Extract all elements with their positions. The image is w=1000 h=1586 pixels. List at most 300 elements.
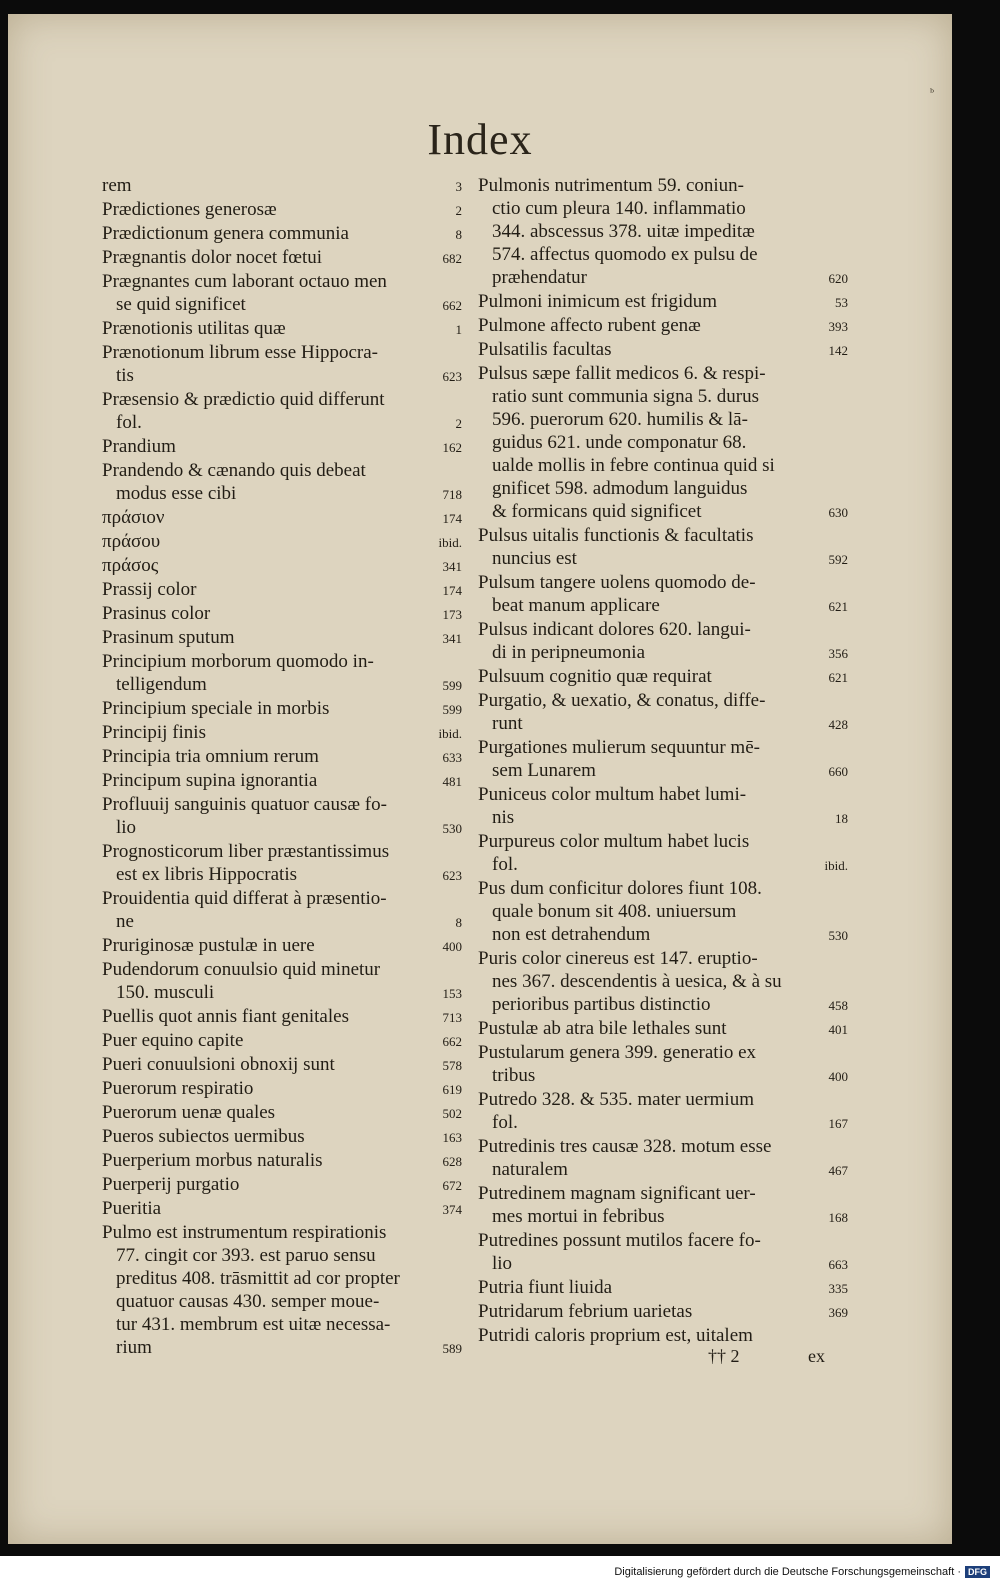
index-entry-line xyxy=(478,385,848,408)
index-entry-line xyxy=(102,650,462,673)
entry-text: tis xyxy=(116,365,134,386)
entry-text: Puris color cinereus est 147. eruptio- xyxy=(478,948,758,969)
index-entry-line xyxy=(478,923,848,947)
index-entry-line xyxy=(478,993,848,1017)
index-entry-line xyxy=(478,712,848,736)
index-entry-line xyxy=(478,783,848,806)
index-entry-line xyxy=(478,500,848,524)
index-entry-line xyxy=(478,197,848,220)
index-entry xyxy=(478,338,848,362)
entry-text: gnificet 598. admodum languidus xyxy=(492,478,748,499)
entry-text: quale bonum sit 408. uniuersum xyxy=(492,901,737,922)
entry-text: sem Lunarem xyxy=(492,760,596,781)
page-reference: 341 xyxy=(442,631,462,646)
entry-text: Pus dum conficitur dolores fiunt 108. xyxy=(478,878,762,899)
dfg-logo: DFG xyxy=(965,1566,990,1578)
entry-text: Prægnantes cum laborant octauo men xyxy=(102,271,387,292)
index-entry-line xyxy=(478,408,848,431)
entry-text: beat manum applicare xyxy=(492,595,660,616)
index-entry-line xyxy=(102,721,462,745)
index-entry-line xyxy=(102,198,462,222)
index-entry-line xyxy=(478,1111,848,1135)
index-entry-line xyxy=(478,174,848,197)
index-entry xyxy=(478,947,848,1017)
entry-text: fol. xyxy=(492,1112,518,1133)
index-entry xyxy=(102,530,462,554)
entry-text: Prouidentia quid differat à præsentio- xyxy=(102,888,387,909)
index-entry-line xyxy=(478,220,848,243)
index-entry-line xyxy=(478,900,848,923)
index-entry-line xyxy=(478,830,848,853)
entry-text: Prænotionum librum esse Hippocra- xyxy=(102,342,378,363)
entry-text: Puerorum respiratio xyxy=(102,1078,254,1099)
entry-text: rem xyxy=(102,175,132,196)
index-entry xyxy=(102,222,462,246)
entry-text: lio xyxy=(492,1253,513,1274)
entry-text: Pulmo est instrumentum respirationis xyxy=(102,1222,387,1243)
index-entry-line xyxy=(478,1088,848,1111)
page-reference: ibid. xyxy=(438,726,462,741)
entry-text: Principum supina ignorantia xyxy=(102,770,318,791)
index-entry-line xyxy=(478,1041,848,1064)
index-entry-line xyxy=(102,578,462,602)
entry-text: Puer equino capite xyxy=(102,1030,244,1051)
index-entry-line xyxy=(102,435,462,459)
index-entry-line xyxy=(478,571,848,594)
index-entry-line xyxy=(478,1017,848,1041)
index-entry xyxy=(102,1101,462,1125)
index-entry-line xyxy=(478,547,848,571)
index-entry-line xyxy=(478,618,848,641)
index-entry-line xyxy=(478,338,848,362)
entry-text: 77. cingit cor 393. est paruo sensu xyxy=(116,1245,376,1266)
index-entry-line xyxy=(102,1101,462,1125)
index-entry xyxy=(478,1017,848,1041)
entry-text: Prognosticorum liber præstantissimus xyxy=(102,841,390,862)
index-entry xyxy=(478,174,848,290)
entry-text: modus esse cibi xyxy=(116,483,237,504)
page-reference: 662 xyxy=(442,298,462,313)
index-entry xyxy=(478,1300,848,1324)
index-entry-line xyxy=(102,673,462,697)
index-entry-line xyxy=(102,1267,462,1290)
entry-text: Puniceus color multum habet lumi- xyxy=(478,784,747,805)
entry-text: mes mortui in febribus xyxy=(492,1206,665,1227)
index-entry xyxy=(102,1077,462,1101)
index-entry-line xyxy=(102,602,462,626)
index-entry-line xyxy=(478,1064,848,1088)
index-entry-line xyxy=(102,411,462,435)
entry-text: Pueros subiectos uermibus xyxy=(102,1126,305,1147)
index-entry-line xyxy=(102,1221,462,1244)
entry-text: Prædictiones generosæ xyxy=(102,199,277,220)
index-entry xyxy=(478,290,848,314)
entry-text: Putredinem magnam significant uer- xyxy=(478,1183,756,1204)
index-entry xyxy=(102,1125,462,1149)
index-entry xyxy=(478,571,848,618)
entry-text: πράσου xyxy=(102,531,161,552)
page-reference: 174 xyxy=(442,583,462,598)
entry-text: runt xyxy=(492,713,523,734)
page-reference: 2 xyxy=(455,416,462,431)
page-reference: 621 xyxy=(828,670,848,685)
entry-text: Putredo 328. & 535. mater uermium xyxy=(478,1089,754,1110)
index-entry xyxy=(478,877,848,947)
index-entry-line xyxy=(478,641,848,665)
page-reference: 369 xyxy=(828,1305,848,1320)
index-entry-line xyxy=(478,970,848,993)
index-entry-line xyxy=(478,736,848,759)
index-entry xyxy=(478,1182,848,1229)
index-entry xyxy=(102,650,462,697)
index-entry-line xyxy=(102,1125,462,1149)
entry-text: Pulsum tangere uolens quomodo de- xyxy=(478,572,756,593)
index-entry xyxy=(478,1324,848,1347)
entry-text: fol. xyxy=(492,854,518,875)
index-entry xyxy=(102,1029,462,1053)
index-entry xyxy=(478,1041,848,1088)
entry-text: Pulmoni inimicum est frigidum xyxy=(478,291,718,312)
page-reference: 502 xyxy=(442,1106,462,1121)
index-entry-line xyxy=(102,270,462,293)
index-entry-line xyxy=(478,853,848,877)
entry-text: Pudendorum conuulsio quid minetur xyxy=(102,959,381,980)
entry-text: Puerperium morbus naturalis xyxy=(102,1150,323,1171)
entry-text: Puellis quot annis fiant genitales xyxy=(102,1006,349,1027)
page-reference: 341 xyxy=(442,559,462,574)
index-entry xyxy=(102,459,462,506)
index-entry xyxy=(102,840,462,887)
index-entry-line xyxy=(102,1053,462,1077)
entry-text: Prasinus color xyxy=(102,603,211,624)
entry-text: Pulsatilis facultas xyxy=(478,339,612,360)
entry-text: nis xyxy=(492,807,515,828)
digitization-credit xyxy=(614,1566,990,1578)
entry-text: Prandendo & cænando quis debeat xyxy=(102,460,366,481)
page-reference: 53 xyxy=(835,295,848,310)
entry-text: Pulsus uitalis functionis & facultatis xyxy=(478,525,754,546)
entry-text: 150. musculi xyxy=(116,982,215,1003)
index-entry-line xyxy=(102,482,462,506)
page-reference: 356 xyxy=(828,646,848,661)
index-entry xyxy=(478,1276,848,1300)
entry-text: & formicans quid significet xyxy=(492,501,702,522)
entry-text: ratio sunt communia signa 5. durus xyxy=(492,386,760,407)
index-entry xyxy=(478,736,848,783)
page-reference: 428 xyxy=(828,717,848,732)
index-entry xyxy=(478,1088,848,1135)
index-entry xyxy=(478,1135,848,1182)
index-entry-line xyxy=(102,863,462,887)
page-reference: 713 xyxy=(442,1010,462,1025)
index-column-left xyxy=(102,174,462,1360)
page-reference: 401 xyxy=(828,1022,848,1037)
index-entry-line xyxy=(102,958,462,981)
page-reference: 663 xyxy=(828,1257,848,1272)
index-entry-line xyxy=(102,1149,462,1173)
index-entry-line xyxy=(478,1135,848,1158)
entry-text: Pulmone affecto rubent genæ xyxy=(478,315,701,336)
index-entry-line xyxy=(478,362,848,385)
page-reference: 589 xyxy=(442,1341,462,1356)
page-reference: 335 xyxy=(828,1281,848,1296)
index-entry-line xyxy=(102,388,462,411)
index-entry xyxy=(102,1005,462,1029)
page-reference: 2 xyxy=(455,203,462,218)
index-entry xyxy=(102,341,462,388)
index-entry-line xyxy=(478,1276,848,1300)
index-entry xyxy=(102,602,462,626)
index-entry xyxy=(102,769,462,793)
page-title: Index xyxy=(427,115,533,164)
page-reference: 400 xyxy=(828,1069,848,1084)
page-reference: 619 xyxy=(442,1082,462,1097)
page-reference: 142 xyxy=(828,343,848,358)
entry-text: Pulsus sæpe fallit medicos 6. & respi- xyxy=(478,363,766,384)
index-entry-line xyxy=(102,1173,462,1197)
entry-text: Pulsuum cognitio quæ requirat xyxy=(478,666,712,687)
entry-text: Puerperij purgatio xyxy=(102,1174,240,1195)
index-entry-line xyxy=(478,524,848,547)
index-entry-line xyxy=(102,554,462,578)
index-entry-line xyxy=(478,689,848,712)
signature-mark: †† 2 xyxy=(708,1346,740,1366)
index-entry xyxy=(478,362,848,524)
entry-text: nuncius est xyxy=(492,548,577,569)
page-reference: 530 xyxy=(828,928,848,943)
index-entry-line xyxy=(102,174,462,198)
page-reference: 8 xyxy=(455,227,462,242)
index-entry-line xyxy=(102,697,462,721)
index-entry xyxy=(478,689,848,736)
index-entry-line xyxy=(478,1205,848,1229)
entry-text: Prædictionum genera communia xyxy=(102,223,349,244)
page-reference: 173 xyxy=(442,607,462,622)
entry-text: Principij finis xyxy=(102,722,206,743)
index-entry-line xyxy=(102,317,462,341)
page-reference: 672 xyxy=(442,1178,462,1193)
book-page xyxy=(8,14,952,1544)
page-reference: 660 xyxy=(828,764,848,779)
index-entry-line xyxy=(102,981,462,1005)
index-entry-line xyxy=(478,477,848,500)
index-entry-line xyxy=(102,887,462,910)
catchword: ex xyxy=(808,1346,825,1366)
entry-text: præhendatur xyxy=(492,267,587,288)
page-reference: 620 xyxy=(828,271,848,286)
index-entry-line xyxy=(102,1336,462,1360)
page-reference: 628 xyxy=(442,1154,462,1169)
page-reference: 8 xyxy=(455,915,462,930)
entry-text: ne xyxy=(116,911,134,932)
index-entry-line xyxy=(102,530,462,554)
index-entry xyxy=(102,270,462,317)
entry-text: πράσος xyxy=(102,555,159,576)
index-entry-line xyxy=(102,222,462,246)
page-reference: 599 xyxy=(442,702,462,717)
credit-text: Digitalisierung gefördert durch die Deutsche Forschungsgemeinschaft · xyxy=(614,1566,961,1578)
index-entry-line xyxy=(478,314,848,338)
page-reference: 400 xyxy=(442,939,462,954)
page-reference: ibid. xyxy=(438,535,462,550)
index-entry xyxy=(102,506,462,530)
page-reference: 530 xyxy=(442,821,462,836)
page-reference: 481 xyxy=(442,774,462,789)
index-entry-line xyxy=(102,1197,462,1221)
index-entry xyxy=(102,578,462,602)
index-entry-line xyxy=(478,266,848,290)
index-entry xyxy=(102,174,462,198)
entry-text: di in peripneumonia xyxy=(492,642,646,663)
page-reference: 168 xyxy=(828,1210,848,1225)
entry-text: Pueri conuulsioni obnoxij sunt xyxy=(102,1054,335,1075)
index-entry-line xyxy=(102,1005,462,1029)
page-reference: 153 xyxy=(442,986,462,1001)
index-entry-line xyxy=(102,626,462,650)
entry-text: guidus 621. unde componatur 68. xyxy=(492,432,747,453)
entry-text: Pueritia xyxy=(102,1198,162,1219)
page-reference: 623 xyxy=(442,369,462,384)
entry-text: preditus 408. trāsmittit ad cor propter xyxy=(116,1268,400,1289)
entry-text: Putria fiunt liuida xyxy=(478,1277,613,1298)
index-entry-line xyxy=(102,341,462,364)
index-entry-line xyxy=(102,1313,462,1336)
entry-text: tur 431. membrum est uitæ necessa- xyxy=(116,1314,391,1335)
index-entry-line xyxy=(478,594,848,618)
index-entry-line xyxy=(478,290,848,314)
index-entry xyxy=(102,554,462,578)
index-entry-line xyxy=(102,840,462,863)
index-entry xyxy=(102,934,462,958)
index-entry xyxy=(102,958,462,1005)
page-reference: 467 xyxy=(828,1163,848,1178)
index-entry xyxy=(102,887,462,934)
entry-text: Præsensio & prædictio quid differunt xyxy=(102,389,385,410)
index-entry xyxy=(102,721,462,745)
index-entry-line xyxy=(102,246,462,270)
index-entry-line xyxy=(478,877,848,900)
index-entry-line xyxy=(102,934,462,958)
index-entry-line xyxy=(102,1029,462,1053)
index-entry-line xyxy=(478,1252,848,1276)
index-entry xyxy=(102,246,462,270)
index-entry-line xyxy=(102,745,462,769)
corner-mark: ᵇ xyxy=(930,88,934,99)
index-entry-line xyxy=(478,1300,848,1324)
entry-text: Principium morborum quomodo in- xyxy=(102,651,374,672)
index-entry xyxy=(478,1229,848,1276)
entry-text: Puerorum uenæ quales xyxy=(102,1102,276,1123)
page-reference: 18 xyxy=(835,811,848,826)
entry-text: Pruriginosæ pustulæ in uere xyxy=(102,935,315,956)
page-reference: 578 xyxy=(442,1058,462,1073)
entry-text: Prægnantis dolor nocet fœtui xyxy=(102,247,323,268)
entry-text: telligendum xyxy=(116,674,207,695)
entry-text: Pulsus indicant dolores 620. langui- xyxy=(478,619,751,640)
page-reference: 374 xyxy=(442,1202,462,1217)
index-entry-line xyxy=(102,293,462,317)
index-entry xyxy=(102,1053,462,1077)
index-entry-line xyxy=(478,665,848,689)
index-entry-line xyxy=(478,454,848,477)
page-reference: 3 xyxy=(455,179,462,194)
entry-text: Principium speciale in morbis xyxy=(102,698,330,719)
index-entry-line xyxy=(478,1182,848,1205)
page-reference: 682 xyxy=(442,251,462,266)
entry-text: Profluuij sanguinis quatuor causæ fo- xyxy=(102,794,387,815)
index-entry xyxy=(102,626,462,650)
entry-text: Putridi caloris proprium est, uitalem xyxy=(478,1325,753,1346)
page-reference: 174 xyxy=(442,511,462,526)
entry-text: 596. puerorum 620. humilis & lā- xyxy=(492,409,748,430)
entry-text: Pulmonis nutrimentum 59. coniun- xyxy=(478,175,744,196)
index-entry xyxy=(102,1221,462,1360)
index-entry xyxy=(478,618,848,665)
index-entry xyxy=(102,697,462,721)
entry-text: ualde mollis in febre continua quid si xyxy=(492,455,775,476)
page-reference: 599 xyxy=(442,678,462,693)
index-entry-line xyxy=(478,1229,848,1252)
index-entry-line xyxy=(102,506,462,530)
index-entry xyxy=(478,665,848,689)
page-reference: 162 xyxy=(442,440,462,455)
entry-text: Prænotionis utilitas quæ xyxy=(102,318,286,339)
index-entry xyxy=(102,793,462,840)
index-entry-line xyxy=(102,910,462,934)
entry-text: Pustulæ ab atra bile lethales sunt xyxy=(478,1018,727,1039)
index-entry-line xyxy=(478,1158,848,1182)
index-column-right xyxy=(478,174,848,1347)
entry-text: Principia tria omnium rerum xyxy=(102,746,319,767)
index-entry xyxy=(102,198,462,222)
index-entry xyxy=(478,830,848,877)
index-entry-line xyxy=(102,364,462,388)
entry-text: perioribus partibus distinctio xyxy=(492,994,711,1015)
entry-text: Prasinum sputum xyxy=(102,627,235,648)
entry-text: Prandium xyxy=(102,436,176,457)
entry-text: tribus xyxy=(492,1065,536,1086)
page-reference: ibid. xyxy=(824,858,848,873)
entry-text: Putredinis tres causæ 328. motum esse xyxy=(478,1136,772,1157)
index-entry xyxy=(478,314,848,338)
page-reference: 718 xyxy=(442,487,462,502)
index-entry xyxy=(102,745,462,769)
index-entry-line xyxy=(102,1077,462,1101)
index-entry-line xyxy=(478,1324,848,1347)
page-reference: 662 xyxy=(442,1034,462,1049)
page-reference: 458 xyxy=(828,998,848,1013)
index-entry xyxy=(478,783,848,830)
index-entry-line xyxy=(478,947,848,970)
entry-text: Pustularum genera 399. generatio ex xyxy=(478,1042,757,1063)
index-entry-line xyxy=(102,1244,462,1267)
index-entry-line xyxy=(102,1290,462,1313)
entry-text: πράσιον xyxy=(102,507,165,528)
entry-text: Purgationes mulierum sequuntur mē- xyxy=(478,737,760,758)
index-entry xyxy=(102,317,462,341)
index-entry-line xyxy=(478,431,848,454)
entry-text: ctio cum pleura 140. inflammatio xyxy=(492,198,746,219)
entry-text: Putridarum febrium uarietas xyxy=(478,1301,693,1322)
index-entry-line xyxy=(478,759,848,783)
page-reference: 621 xyxy=(828,599,848,614)
index-entry-line xyxy=(102,793,462,816)
index-entry-line xyxy=(102,459,462,482)
entry-text: quatuor causas 430. semper moue- xyxy=(116,1291,380,1312)
entry-text: naturalem xyxy=(492,1159,568,1180)
page-reference: 623 xyxy=(442,868,462,883)
page-reference: 630 xyxy=(828,505,848,520)
